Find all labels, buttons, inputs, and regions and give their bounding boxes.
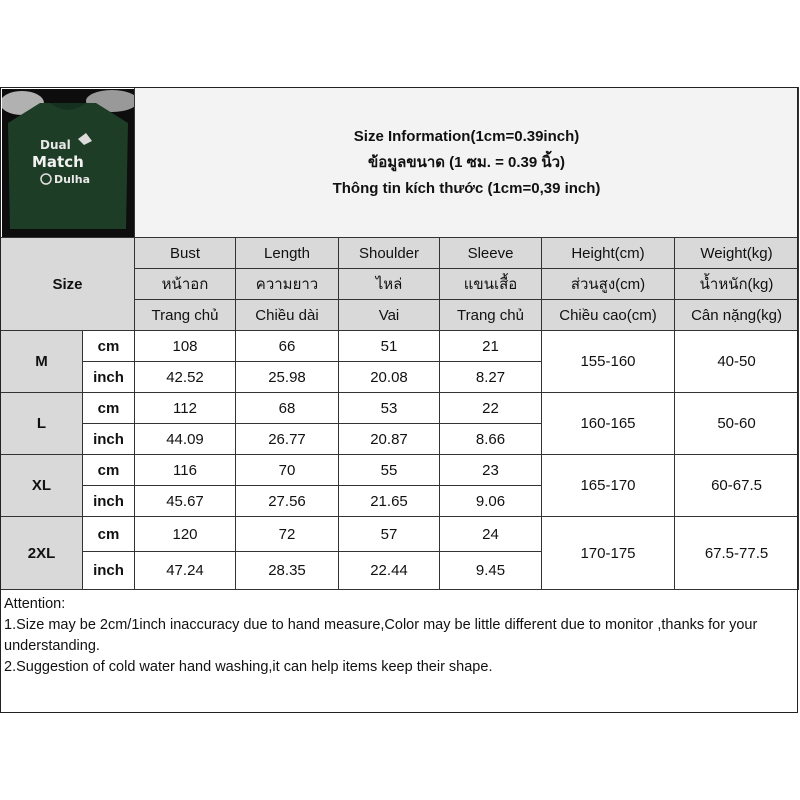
col-header-th: ส่วนสูง(cm) <box>542 269 675 300</box>
col-header-vi: Trang chủ <box>440 300 542 331</box>
bust-inch: 42.52 <box>135 362 236 393</box>
bust-cm: 120 <box>135 517 236 552</box>
length-cm: 70 <box>236 455 339 486</box>
size-column-header: Size <box>1 238 135 331</box>
size-label: XL <box>1 455 83 517</box>
col-header-vi: Chiều dài <box>236 300 339 331</box>
unit-label: inch <box>83 424 135 455</box>
sleeve-cm: 23 <box>440 455 542 486</box>
sleeve-inch: 9.06 <box>440 486 542 517</box>
height-range: 160-165 <box>542 393 675 455</box>
shoulder-cm: 57 <box>339 517 440 552</box>
size-label: L <box>1 393 83 455</box>
unit-label: cm <box>83 393 135 424</box>
col-header-en: Sleeve <box>440 238 542 269</box>
shirt-print-line3: Dulha <box>53 172 90 186</box>
size-label: 2XL <box>1 517 83 590</box>
bust-inch: 44.09 <box>135 424 236 455</box>
unit-label: cm <box>83 455 135 486</box>
col-header-vi: Chiều cao(cm) <box>542 300 675 331</box>
sleeve-inch: 8.27 <box>440 362 542 393</box>
col-header-vi: Vai <box>339 300 440 331</box>
attention-note-2: 2.Suggestion of cold water hand washing,it can help items keep their shape. <box>4 659 493 675</box>
unit-label: cm <box>83 517 135 552</box>
sleeve-inch: 8.66 <box>440 424 542 455</box>
col-header-en: Shoulder <box>339 238 440 269</box>
col-header-en: Bust <box>135 238 236 269</box>
col-header-vi: Cân nặng(kg) <box>675 300 799 331</box>
weight-range: 60-67.5 <box>675 455 799 517</box>
sleeve-cm: 22 <box>440 393 542 424</box>
bust-inch: 47.24 <box>135 552 236 590</box>
length-inch: 27.56 <box>236 486 339 517</box>
col-header-th: ความยาว <box>236 269 339 300</box>
shoulder-inch: 22.44 <box>339 552 440 590</box>
col-header-th: น้ำหนัก(kg) <box>675 269 799 300</box>
shoulder-cm: 51 <box>339 331 440 362</box>
col-header-en: Weight(kg) <box>675 238 799 269</box>
title-english: Size Information(1cm=0.39inch) <box>353 127 580 145</box>
shoulder-inch: 20.87 <box>339 424 440 455</box>
attention-note-1: 1.Size may be 2cm/1inch inaccuracy due to hand measure,Color may be little different due to monitor ,thanks for your understanding. <box>4 617 758 654</box>
length-cm: 72 <box>236 517 339 552</box>
shoulder-inch: 20.08 <box>339 362 440 393</box>
attention-notes <box>4 594 796 678</box>
size-label: M <box>1 331 83 393</box>
weight-range: 50-60 <box>675 393 799 455</box>
length-cm: 68 <box>236 393 339 424</box>
shoulder-inch: 21.65 <box>339 486 440 517</box>
length-inch: 28.35 <box>236 552 339 590</box>
length-inch: 26.77 <box>236 424 339 455</box>
unit-label: inch <box>83 486 135 517</box>
bust-inch: 45.67 <box>135 486 236 517</box>
bust-cm: 112 <box>135 393 236 424</box>
weight-range: 67.5-77.5 <box>675 517 799 590</box>
shirt-print-line2: Match <box>31 152 84 171</box>
col-header-th: แขนเสื้อ <box>440 269 542 300</box>
unit-label: inch <box>83 362 135 393</box>
height-range: 155-160 <box>542 331 675 393</box>
unit-label: inch <box>83 552 135 590</box>
col-header-th: หน้าอก <box>135 269 236 300</box>
title-vietnamese: Thông tin kích thước (1cm=0,39 inch) <box>332 179 601 197</box>
bust-cm: 108 <box>135 331 236 362</box>
shoulder-cm: 55 <box>339 455 440 486</box>
sleeve-inch: 9.45 <box>440 552 542 590</box>
bust-cm: 116 <box>135 455 236 486</box>
title-thai: ข้อมูลขนาด (1 ซม. = 0.39 นิ้ว) <box>367 153 566 171</box>
shirt-print-line1: Dual <box>39 137 71 152</box>
length-inch: 25.98 <box>236 362 339 393</box>
col-header-th: ไหล่ <box>339 269 440 300</box>
col-header-en: Height(cm) <box>542 238 675 269</box>
height-range: 165-170 <box>542 455 675 517</box>
weight-range: 40-50 <box>675 331 799 393</box>
height-range: 170-175 <box>542 517 675 590</box>
attention-heading: Attention: <box>4 596 66 612</box>
col-header-en: Length <box>236 238 339 269</box>
col-header-vi: Trang chủ <box>135 300 236 331</box>
shoulder-cm: 53 <box>339 393 440 424</box>
sleeve-cm: 24 <box>440 517 542 552</box>
sleeve-cm: 21 <box>440 331 542 362</box>
unit-label: cm <box>83 331 135 362</box>
length-cm: 66 <box>236 331 339 362</box>
